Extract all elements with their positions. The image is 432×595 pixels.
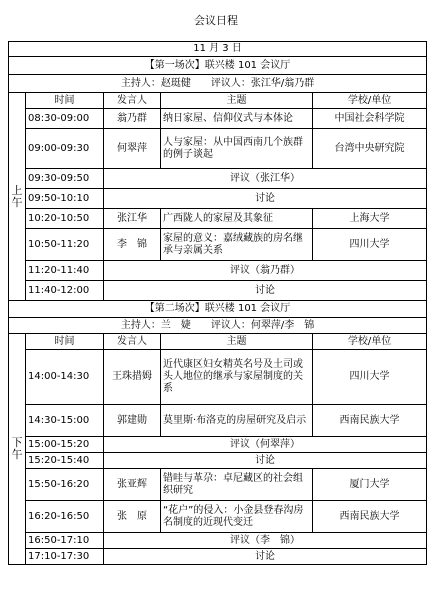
schedule-row: [9, 469, 427, 501]
schedule-row: [9, 109, 427, 129]
school-cell: 台湾中央研究院: [313, 129, 427, 169]
column-header-school: 学校/单位: [313, 93, 427, 109]
schedule-row: [9, 405, 427, 437]
time-cell: 14:00-14:30: [26, 350, 104, 405]
time-cell: 09:00-09:30: [26, 129, 104, 169]
session-name: [9, 301, 427, 318]
topic-cell: 广西陇人的家屋及其象征: [161, 209, 313, 229]
speaker-cell: 张亚辉: [104, 469, 161, 501]
schedule-row: [9, 229, 427, 261]
merged-cell: 评议（李 锦）: [104, 533, 427, 549]
schedule-row: [9, 549, 427, 565]
session-title: 【第一场次】联兴楼 101 会议厅: [144, 59, 291, 71]
time-cell: 17:10-17:30: [26, 549, 104, 565]
speaker-cell: 郭建勋: [104, 405, 161, 437]
schedule-row: [9, 189, 427, 209]
school-cell: 四川大学: [313, 229, 427, 261]
school-cell: 西南民族大学: [313, 405, 427, 437]
school-cell: 上海大学: [313, 209, 427, 229]
document-title: 会议日程: [194, 14, 238, 27]
topic-cell: “花户”的侵入：小金县登春沟房名制度的近现代变迁: [161, 501, 313, 533]
column-header-speaker: 发言人: [104, 93, 161, 109]
schedule-row: [9, 129, 427, 169]
topic-cell: 莫里斯·布洛克的房屋研究及启示: [161, 405, 313, 437]
school-cell: 西南民族大学: [313, 501, 427, 533]
date-cell: 11 月 3 日: [9, 42, 427, 57]
time-cell: 15:20-15:40: [26, 453, 104, 469]
period-label: 上午: [9, 93, 26, 301]
merged-cell: 评议（张江华）: [104, 169, 427, 189]
period-label: 下午: [9, 334, 26, 565]
merged-cell: 讨论: [104, 453, 427, 469]
school-cell: 厦门大学: [313, 469, 427, 501]
merged-cell: 评议（翁乃群）: [104, 261, 427, 281]
time-cell: 09:30-09:50: [26, 169, 104, 189]
speaker-cell: 李 锦: [104, 229, 161, 261]
column-header-topic: 主题: [161, 334, 313, 350]
school-cell: 中国社会科学院: [313, 109, 427, 129]
column-header-time: 时间: [26, 334, 104, 350]
time-cell: 16:50-17:10: [26, 533, 104, 549]
topic-cell: 纳日家屋、信仰仪式与本体论: [161, 109, 313, 129]
time-cell: 10:20-10:50: [26, 209, 104, 229]
topic-cell: 人与家屋：从中国西南几个族群的例子谈起: [161, 129, 313, 169]
session-name: [9, 57, 427, 75]
speaker-cell: 翁乃群: [104, 109, 161, 129]
session-hosts: 主持人：赵珽健 评议人：张江华/翁乃群: [9, 75, 427, 93]
time-cell: 16:20-16:50: [26, 501, 104, 533]
merged-cell: 评议（何翠萍）: [104, 437, 427, 453]
speaker-cell: 何翠萍: [104, 129, 161, 169]
column-header-topic: 主题: [161, 93, 313, 109]
school-cell: 四川大学: [313, 350, 427, 405]
speaker-cell: 张江华: [104, 209, 161, 229]
session-title: 【第二场次】联兴楼 101 会议厅: [144, 303, 291, 314]
schedule-table: [8, 41, 427, 565]
column-header-speaker: 发言人: [104, 334, 161, 350]
merged-cell: 讨论: [104, 549, 427, 565]
schedule-row: [9, 533, 427, 549]
schedule-row: [9, 209, 427, 229]
schedule-row: [9, 350, 427, 405]
time-cell: 11:40-12:00: [26, 281, 104, 301]
column-header-school: 学校/单位: [313, 334, 427, 350]
topic-cell: 家屋的意义：嘉绒藏族的房名继承与亲属关系: [161, 229, 313, 261]
schedule-row: [9, 453, 427, 469]
column-header-time: 时间: [26, 93, 104, 109]
schedule-row: [9, 437, 427, 453]
time-cell: 14:30-15:00: [26, 405, 104, 437]
speaker-cell: 张 原: [104, 501, 161, 533]
schedule-row: [9, 261, 427, 281]
session-hosts: 主持人：兰 婕 评议人：何翠萍/李 锦: [9, 318, 427, 334]
schedule-row: [9, 169, 427, 189]
time-cell: 11:20-11:40: [26, 261, 104, 281]
time-cell: 09:50-10:10: [26, 189, 104, 209]
speaker-cell: 王珠措姆: [104, 350, 161, 405]
schedule-row: [9, 501, 427, 533]
topic-cell: 错哇与革尕：卓尼藏区的社会组织研究: [161, 469, 313, 501]
merged-cell: 讨论: [104, 281, 427, 301]
time-cell: 08:30-09:00: [26, 109, 104, 129]
merged-cell: 讨论: [104, 189, 427, 209]
time-cell: 15:00-15:20: [26, 437, 104, 453]
topic-cell: 近代康区妇女精英名号及土司或头人地位的继承与家屋制度的关系: [161, 350, 313, 405]
schedule-row: [9, 281, 427, 301]
time-cell: 10:50-11:20: [26, 229, 104, 261]
time-cell: 15:50-16:20: [26, 469, 104, 501]
